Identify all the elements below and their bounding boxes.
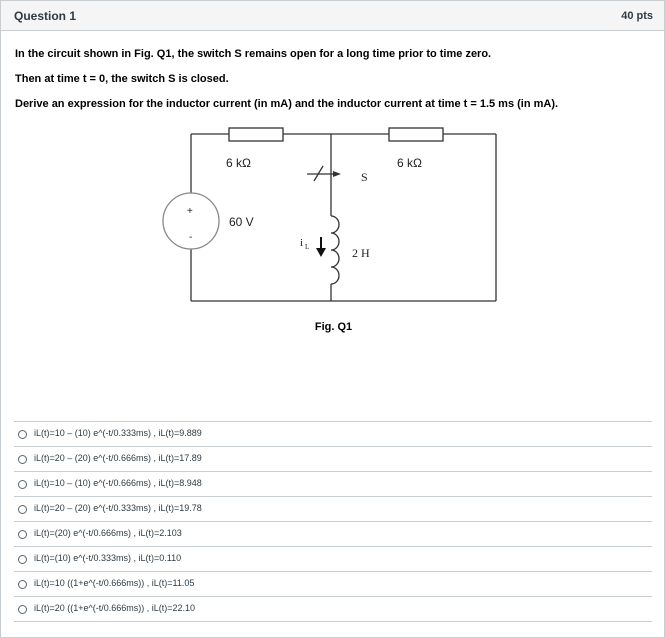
answer-option[interactable] [14, 596, 652, 622]
figure-caption: Fig. Q1 [314, 321, 353, 333]
answer-list [14, 421, 652, 622]
answer-option[interactable] [14, 546, 652, 571]
answer-label[interactable]: iL(t)=20 ((1+e^(-t/0.666ms)) , iL(t)=22.10 [34, 603, 196, 613]
answer-label[interactable]: iL(t)=(10) e^(-t/0.333ms) , iL(t)=0.110 [34, 553, 182, 563]
resistor-2 [389, 128, 443, 141]
answer-label[interactable]: iL(t)=10 ((1+e^(-t/0.666ms)) , iL(t)=11.05 [34, 578, 195, 588]
current-label-subscript: L [305, 243, 310, 251]
switch-label: S [361, 170, 368, 184]
question-header [1, 1, 664, 31]
resistor-1-label: 6 kΩ [226, 156, 251, 170]
inductor-label: 2 H [352, 246, 370, 260]
source-label: 60 V [229, 215, 254, 229]
source-minus: - [189, 232, 193, 243]
answer-option[interactable] [14, 496, 652, 521]
answer-label[interactable]: iL(t)=10 – (10) e^(-t/0.666ms) , iL(t)=8.948 [34, 478, 202, 488]
answer-option[interactable] [14, 521, 652, 546]
question-title: Question 1 [14, 9, 77, 23]
radio-button[interactable] [18, 580, 27, 589]
radio-button[interactable] [18, 605, 27, 614]
radio-button[interactable] [18, 505, 27, 514]
current-arrow-head [316, 248, 326, 257]
resistor-1 [229, 128, 283, 141]
circuit-diagram [151, 119, 511, 319]
answer-option[interactable] [14, 571, 652, 596]
radio-button[interactable] [18, 455, 27, 464]
radio-button[interactable] [18, 480, 27, 489]
current-label: i [300, 237, 304, 249]
answer-label[interactable]: iL(t)=10 – (10) e^(-t/0.333ms) , iL(t)=9.889 [34, 428, 202, 438]
switch-arrowhead [333, 171, 341, 177]
answer-option[interactable] [14, 446, 652, 471]
answer-option[interactable] [14, 471, 652, 496]
answer-label[interactable]: iL(t)=(20) e^(-t/0.666ms) , iL(t)=2.103 [34, 528, 182, 538]
question-text-line-2: Then at time t = 0, the switch S is closed. [15, 73, 229, 85]
answer-label[interactable]: iL(t)=20 – (20) e^(-t/0.666ms) , iL(t)=17.89 [34, 453, 202, 463]
inductor-coil [331, 216, 339, 284]
resistor-2-label: 6 kΩ [397, 156, 422, 170]
question-points: 40 pts [621, 10, 653, 22]
answer-option[interactable] [14, 421, 652, 446]
question-text-line-1: In the circuit shown in Fig. Q1, the switch S remains open for a long time prior to time zero. [15, 48, 492, 60]
source-plus: + [187, 206, 193, 217]
radio-button[interactable] [18, 530, 27, 539]
answer-label[interactable]: iL(t)=20 – (20) e^(-t/0.333ms) , iL(t)=19.78 [34, 503, 202, 513]
radio-button[interactable] [18, 555, 27, 564]
question-text-line-3: Derive an expression for the inductor current (in mA) and the inductor current at time t = 1.5 ms (in mA). [15, 98, 559, 110]
radio-button[interactable] [18, 430, 27, 439]
